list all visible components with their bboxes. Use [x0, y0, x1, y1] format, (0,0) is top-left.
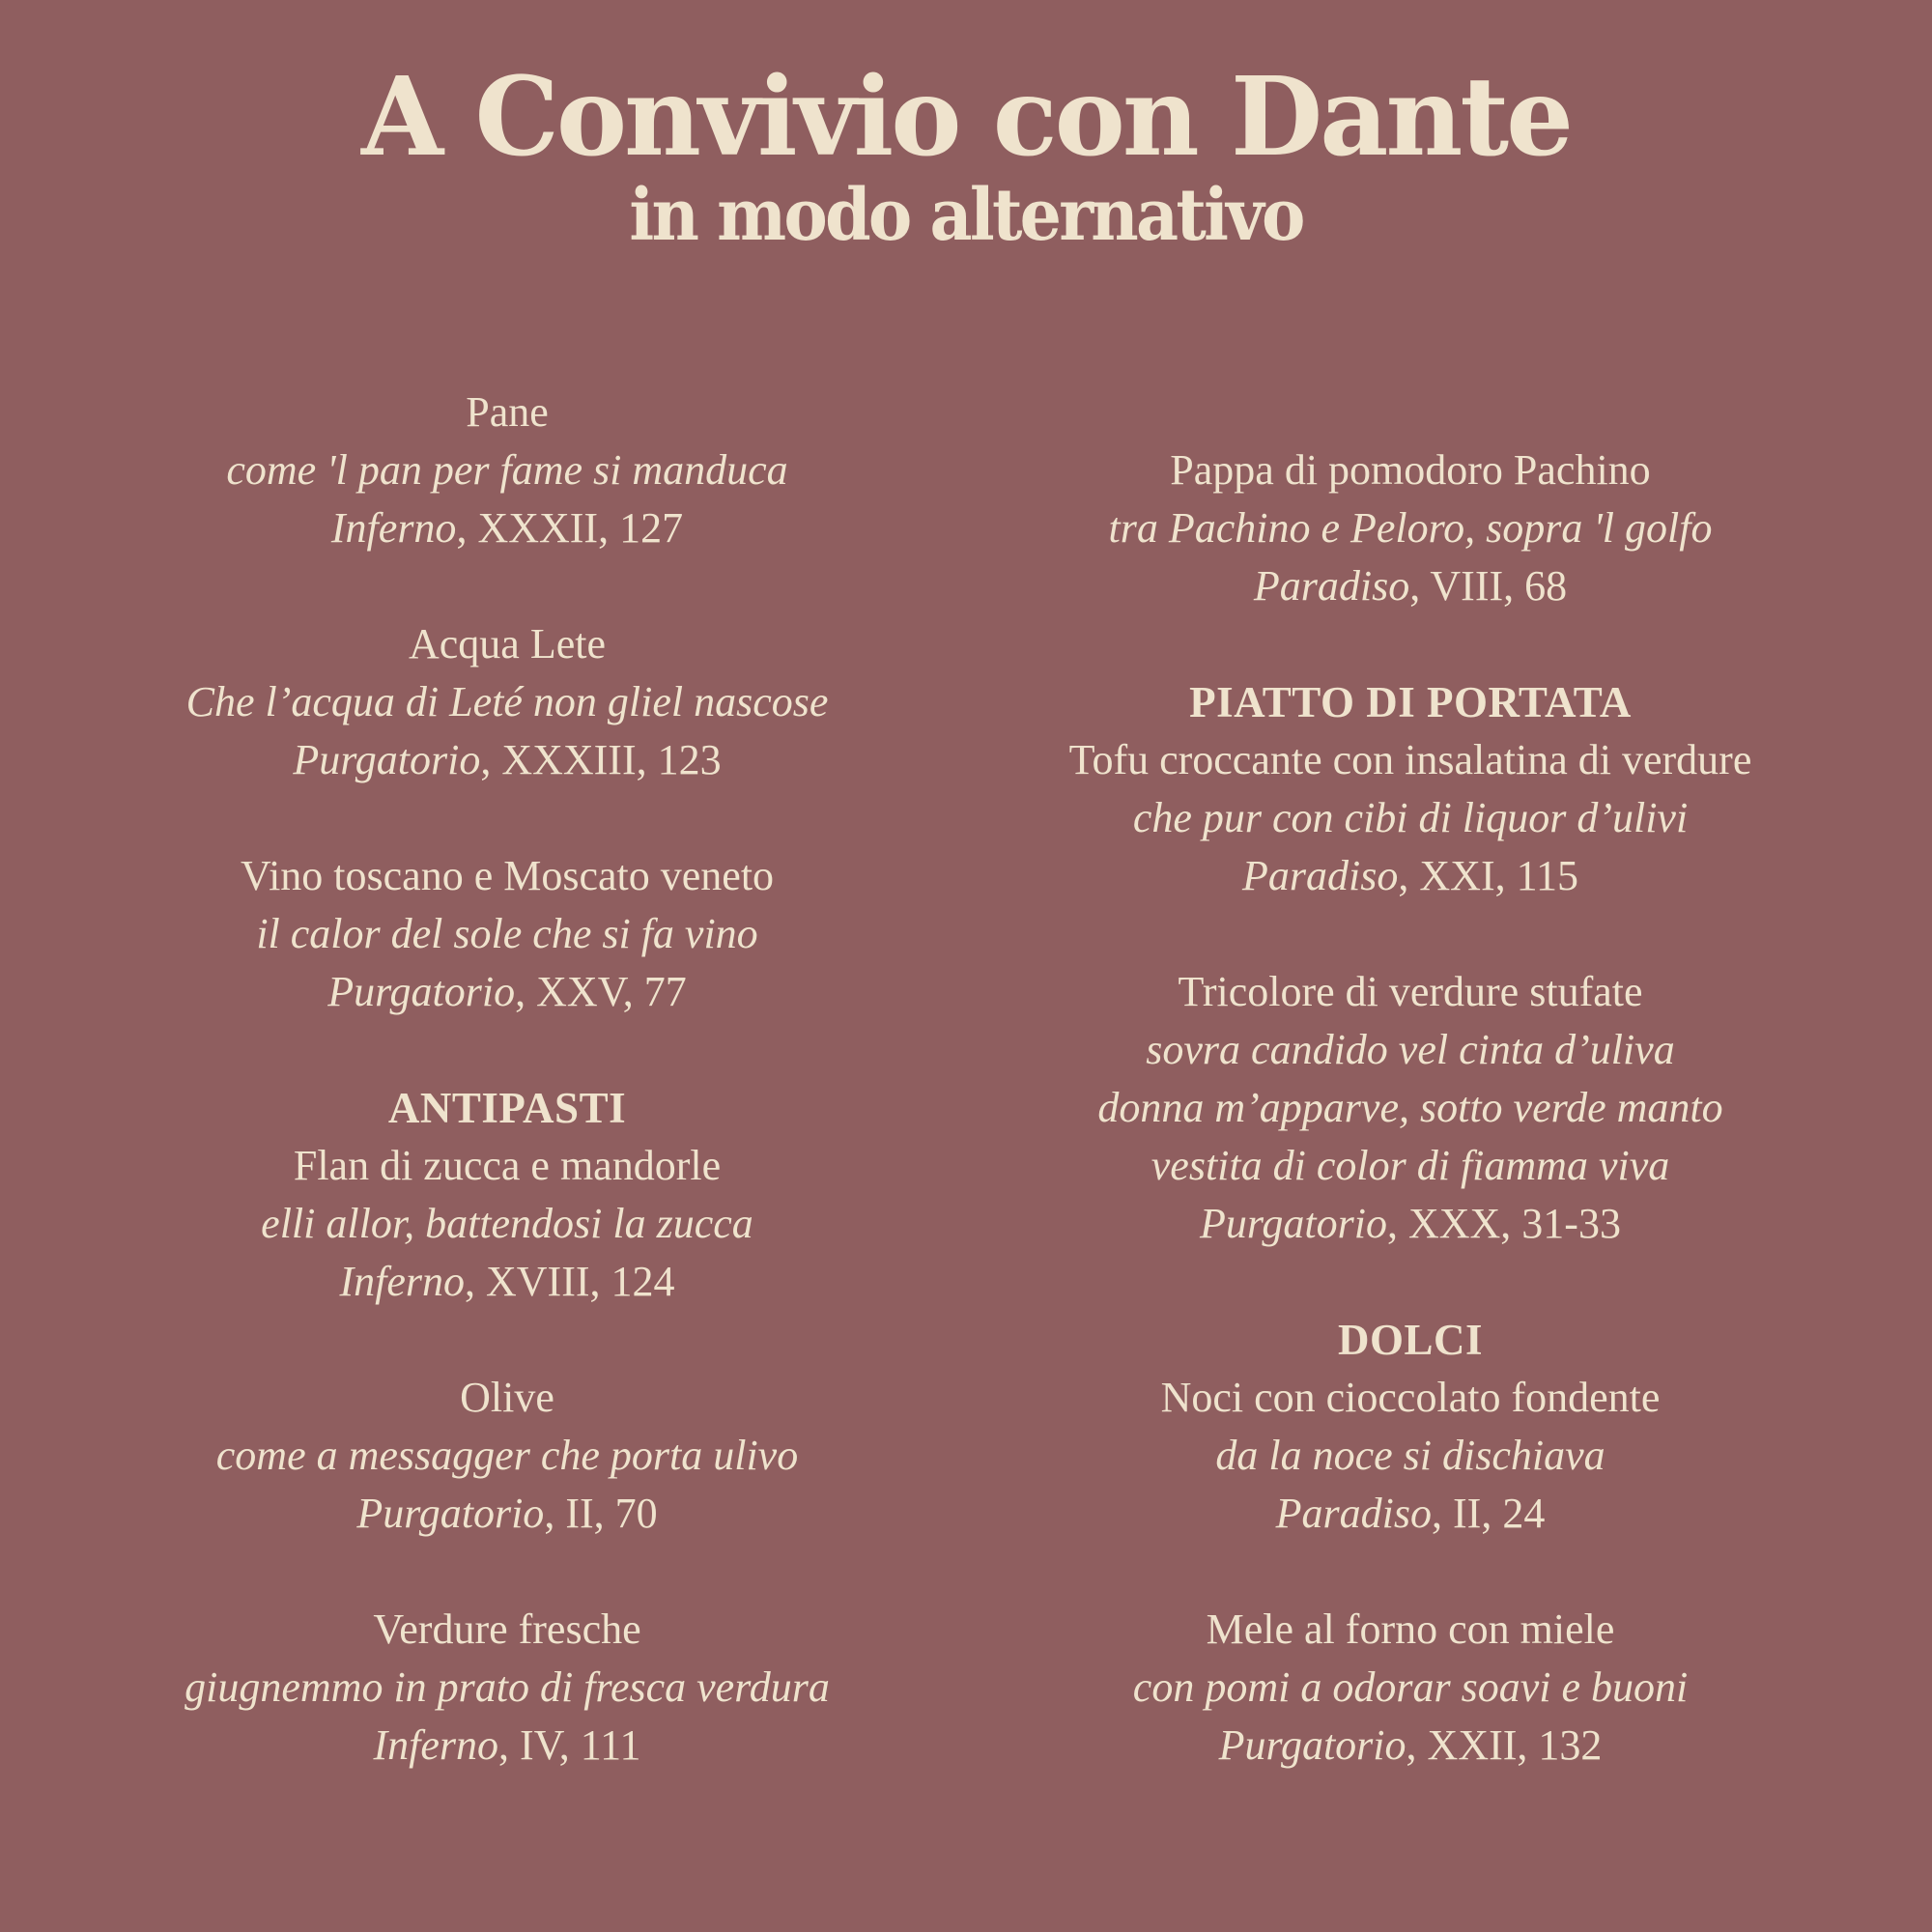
section-heading-piatto-di-portata: PIATTO DI PORTATA — [1189, 678, 1632, 726]
dante-verse: come 'l pan per fame si manduca — [226, 446, 788, 494]
dante-citation — [87, 731, 927, 789]
dish-name: Pane — [466, 388, 549, 436]
dante-citation — [87, 1717, 927, 1775]
dante-citation — [87, 1485, 927, 1543]
menu-subtitle: in modo alternativo — [629, 174, 1303, 257]
dante-verse: elli allor, battendosi la zucca — [261, 1200, 753, 1247]
dante-citation — [971, 1195, 1850, 1253]
dish-name: Pappa di pomodoro Pachino — [1170, 446, 1651, 494]
menu-entry-mele — [971, 1601, 1850, 1775]
dish-name: Noci con cioccolato fondente — [1160, 1374, 1661, 1421]
dish-name: Vino toscano e Moscato veneto — [240, 852, 775, 899]
citation-reference: , II, 70 — [544, 1490, 658, 1537]
dante-verse: da la noce si dischiava — [1215, 1432, 1605, 1479]
menu-entry-noci — [971, 1311, 1850, 1543]
dante-verse: giugnemmo in prato di fresca verdura — [185, 1663, 830, 1711]
menu-entry-verdure-fresche — [87, 1601, 927, 1775]
dante-verse: che pur con cibi di liquor d’ulivi — [1132, 794, 1689, 841]
dish-name: Mele al forno con miele — [1206, 1605, 1615, 1653]
dish-name: Flan di zucca e mandorle — [293, 1142, 722, 1189]
menu-entry-pane — [87, 384, 927, 557]
dante-citation — [971, 847, 1850, 905]
citation-reference: , VIII, 68 — [1409, 562, 1568, 610]
menu-entry-tofu — [971, 673, 1850, 905]
dante-citation — [971, 1717, 1850, 1775]
citation-reference: , XVIII, 124 — [465, 1258, 675, 1305]
dante-citation — [87, 499, 927, 557]
menu-entry-pappa — [971, 441, 1850, 615]
citation-reference: , II, 24 — [1432, 1490, 1546, 1537]
dante-verse: il calor del sole che si fa vino — [256, 910, 758, 957]
dish-name: Olive — [460, 1374, 554, 1421]
dish-name: Tricolore di verdure stufate — [1178, 968, 1643, 1015]
citation-canticle: Purgatorio — [1200, 1200, 1387, 1247]
right-menu-column — [971, 441, 1850, 1833]
dante-citation — [971, 1485, 1850, 1543]
dante-verse-line-3: vestita di color di fiamma viva — [1151, 1142, 1670, 1189]
citation-reference: , XXV, 77 — [515, 968, 687, 1015]
dante-citation — [87, 1253, 927, 1311]
citation-canticle: Inferno — [373, 1721, 499, 1769]
menu-entry-olive — [87, 1369, 927, 1543]
citation-canticle: Paradiso — [1242, 852, 1399, 899]
section-heading-dolci: DOLCI — [1337, 1316, 1484, 1364]
citation-canticle: Paradiso — [1253, 562, 1410, 610]
dante-citation — [971, 557, 1850, 615]
citation-canticle: Purgatorio — [1218, 1721, 1406, 1769]
dish-name: Tofu croccante con insalatina di verdure — [1068, 736, 1752, 783]
dante-verse: Che l’acqua di Leté non gliel nascose — [185, 678, 829, 725]
dante-citation — [87, 963, 927, 1021]
left-menu-column — [87, 384, 927, 1833]
citation-canticle: Purgatorio — [327, 968, 516, 1015]
citation-reference: , XXXII, 127 — [456, 504, 684, 552]
dante-verse: come a messagger che porta ulivo — [215, 1432, 799, 1479]
dante-verse: tra Pachino e Peloro, sopra 'l golfo — [1108, 504, 1713, 552]
citation-reference: , IV, 111 — [498, 1721, 641, 1769]
dante-verse-line-1: sovra candido vel cinta d’uliva — [1146, 1026, 1675, 1073]
citation-reference: , XXI, 115 — [1398, 852, 1578, 899]
section-heading-antipasti: ANTIPASTI — [387, 1084, 627, 1132]
citation-canticle: Purgatorio — [293, 736, 481, 783]
citation-reference: , XXXIII, 123 — [480, 736, 722, 783]
menu-title: A Convivio con Dante — [360, 54, 1571, 181]
dante-verse: con pomi a odorar soavi e buoni — [1132, 1663, 1689, 1711]
citation-canticle: Inferno — [330, 504, 457, 552]
citation-canticle: Purgatorio — [356, 1490, 545, 1537]
citation-canticle: Inferno — [339, 1258, 465, 1305]
dish-name: Acqua Lete — [409, 620, 606, 668]
citation-canticle: Paradiso — [1275, 1490, 1433, 1537]
citation-reference: , XXII, 132 — [1406, 1721, 1603, 1769]
dante-verse-line-2: donna m’apparve, sotto verde manto — [1097, 1084, 1723, 1131]
menu-entry-flan — [87, 1079, 927, 1311]
menu-entry-tricolore — [971, 963, 1850, 1253]
citation-reference: , XXX, 31-33 — [1386, 1200, 1621, 1247]
menu-entry-acqua-lete — [87, 615, 927, 789]
title-block — [0, 54, 1932, 257]
dish-name: Verdure fresche — [373, 1605, 641, 1653]
menu-entry-vino — [87, 847, 927, 1021]
